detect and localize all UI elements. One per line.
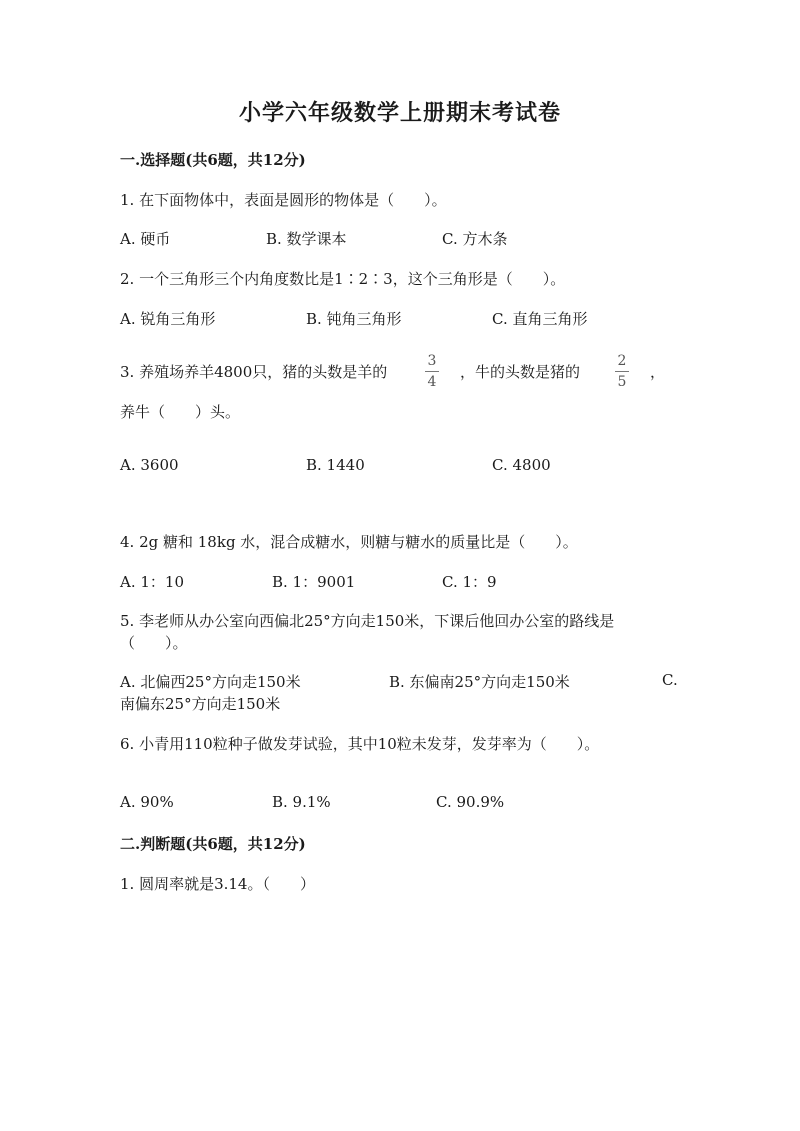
fraction-1-denominator: 4 [427,374,437,390]
question-3-text-line2: 养牛（ ）头。 [120,403,241,421]
fraction-1-bar [425,371,439,372]
question-1-option-b: B. 数学课本 [266,230,347,248]
question-4-option-c: C. 1：9 [442,573,497,591]
question-2-text: 2. 一个三角形三个内角度数比是1∶2∶3，这个三角形是（ ）。 [120,270,566,288]
question-5-option-c: C. [662,671,678,689]
question-6-text: 6. 小青用110粒种子做发芽试验，其中10粒未发芽，发芽率为（ ）。 [120,735,600,753]
section-2-question-1-text: 1. 圆周率就是3.14。（ ） [120,875,315,893]
question-1-option-c: C. 方木条 [442,230,508,248]
question-5-option-c-continued: 南偏东25°方向走150米 [120,695,281,713]
question-4-option-a: A. 1：10 [120,573,184,591]
question-5-option-a: A. 北偏西25°方向走150米 [120,673,301,691]
question-5-text-line1: 5. 李老师从办公室向西偏北25°方向走150米，下课后他回办公室的路线是 [120,612,615,630]
question-6-option-c: C. 90.9% [436,793,505,811]
question-3-text-part1: 3. 养殖场养羊4800只，猪的头数是羊的 [120,363,388,381]
question-2-option-c: C. 直角三角形 [492,310,588,328]
section-heading-choice: 一.选择题(共6题，共12分) [120,151,306,169]
question-4-text: 4. 2g 糖和 18kg 水，混合成糖水，则糖与糖水的质量比是（ ）。 [120,533,578,551]
question-3-fraction-2 [612,354,632,389]
question-5-option-b: B. 东偏南25°方向走150米 [389,673,570,691]
question-1-option-a: A. 硬币 [120,230,171,248]
question-3-text-part2: ，牛的头数是猪的 [460,363,581,381]
section-heading-judgment: 二.判断题(共6题，共12分) [120,835,306,853]
question-6-option-b: B. 9.1% [272,793,331,811]
fraction-2-bar [615,371,629,372]
page-title: 小学六年级数学上册期末考试卷 [238,100,561,126]
question-2-option-a: A. 锐角三角形 [120,310,216,328]
question-4-option-b: B. 1：9001 [272,573,356,591]
fraction-2-denominator: 5 [617,374,627,390]
question-6-option-a: A. 90% [120,793,174,811]
fraction-2-numerator: 2 [617,353,627,369]
question-3-option-b: B. 1440 [306,456,365,474]
question-5-text-line2: （ ）。 [120,634,188,652]
question-3-fraction-1 [422,354,442,389]
fraction-1-numerator: 3 [427,353,437,369]
question-2-option-b: B. 钝角三角形 [306,310,402,328]
question-3-option-a: A. 3600 [120,456,179,474]
question-3-option-c: C. 4800 [492,456,551,474]
question-1-text: 1. 在下面物体中，表面是圆形的物体是（ ）。 [120,191,447,209]
question-3-text-part3: ， [650,363,666,381]
